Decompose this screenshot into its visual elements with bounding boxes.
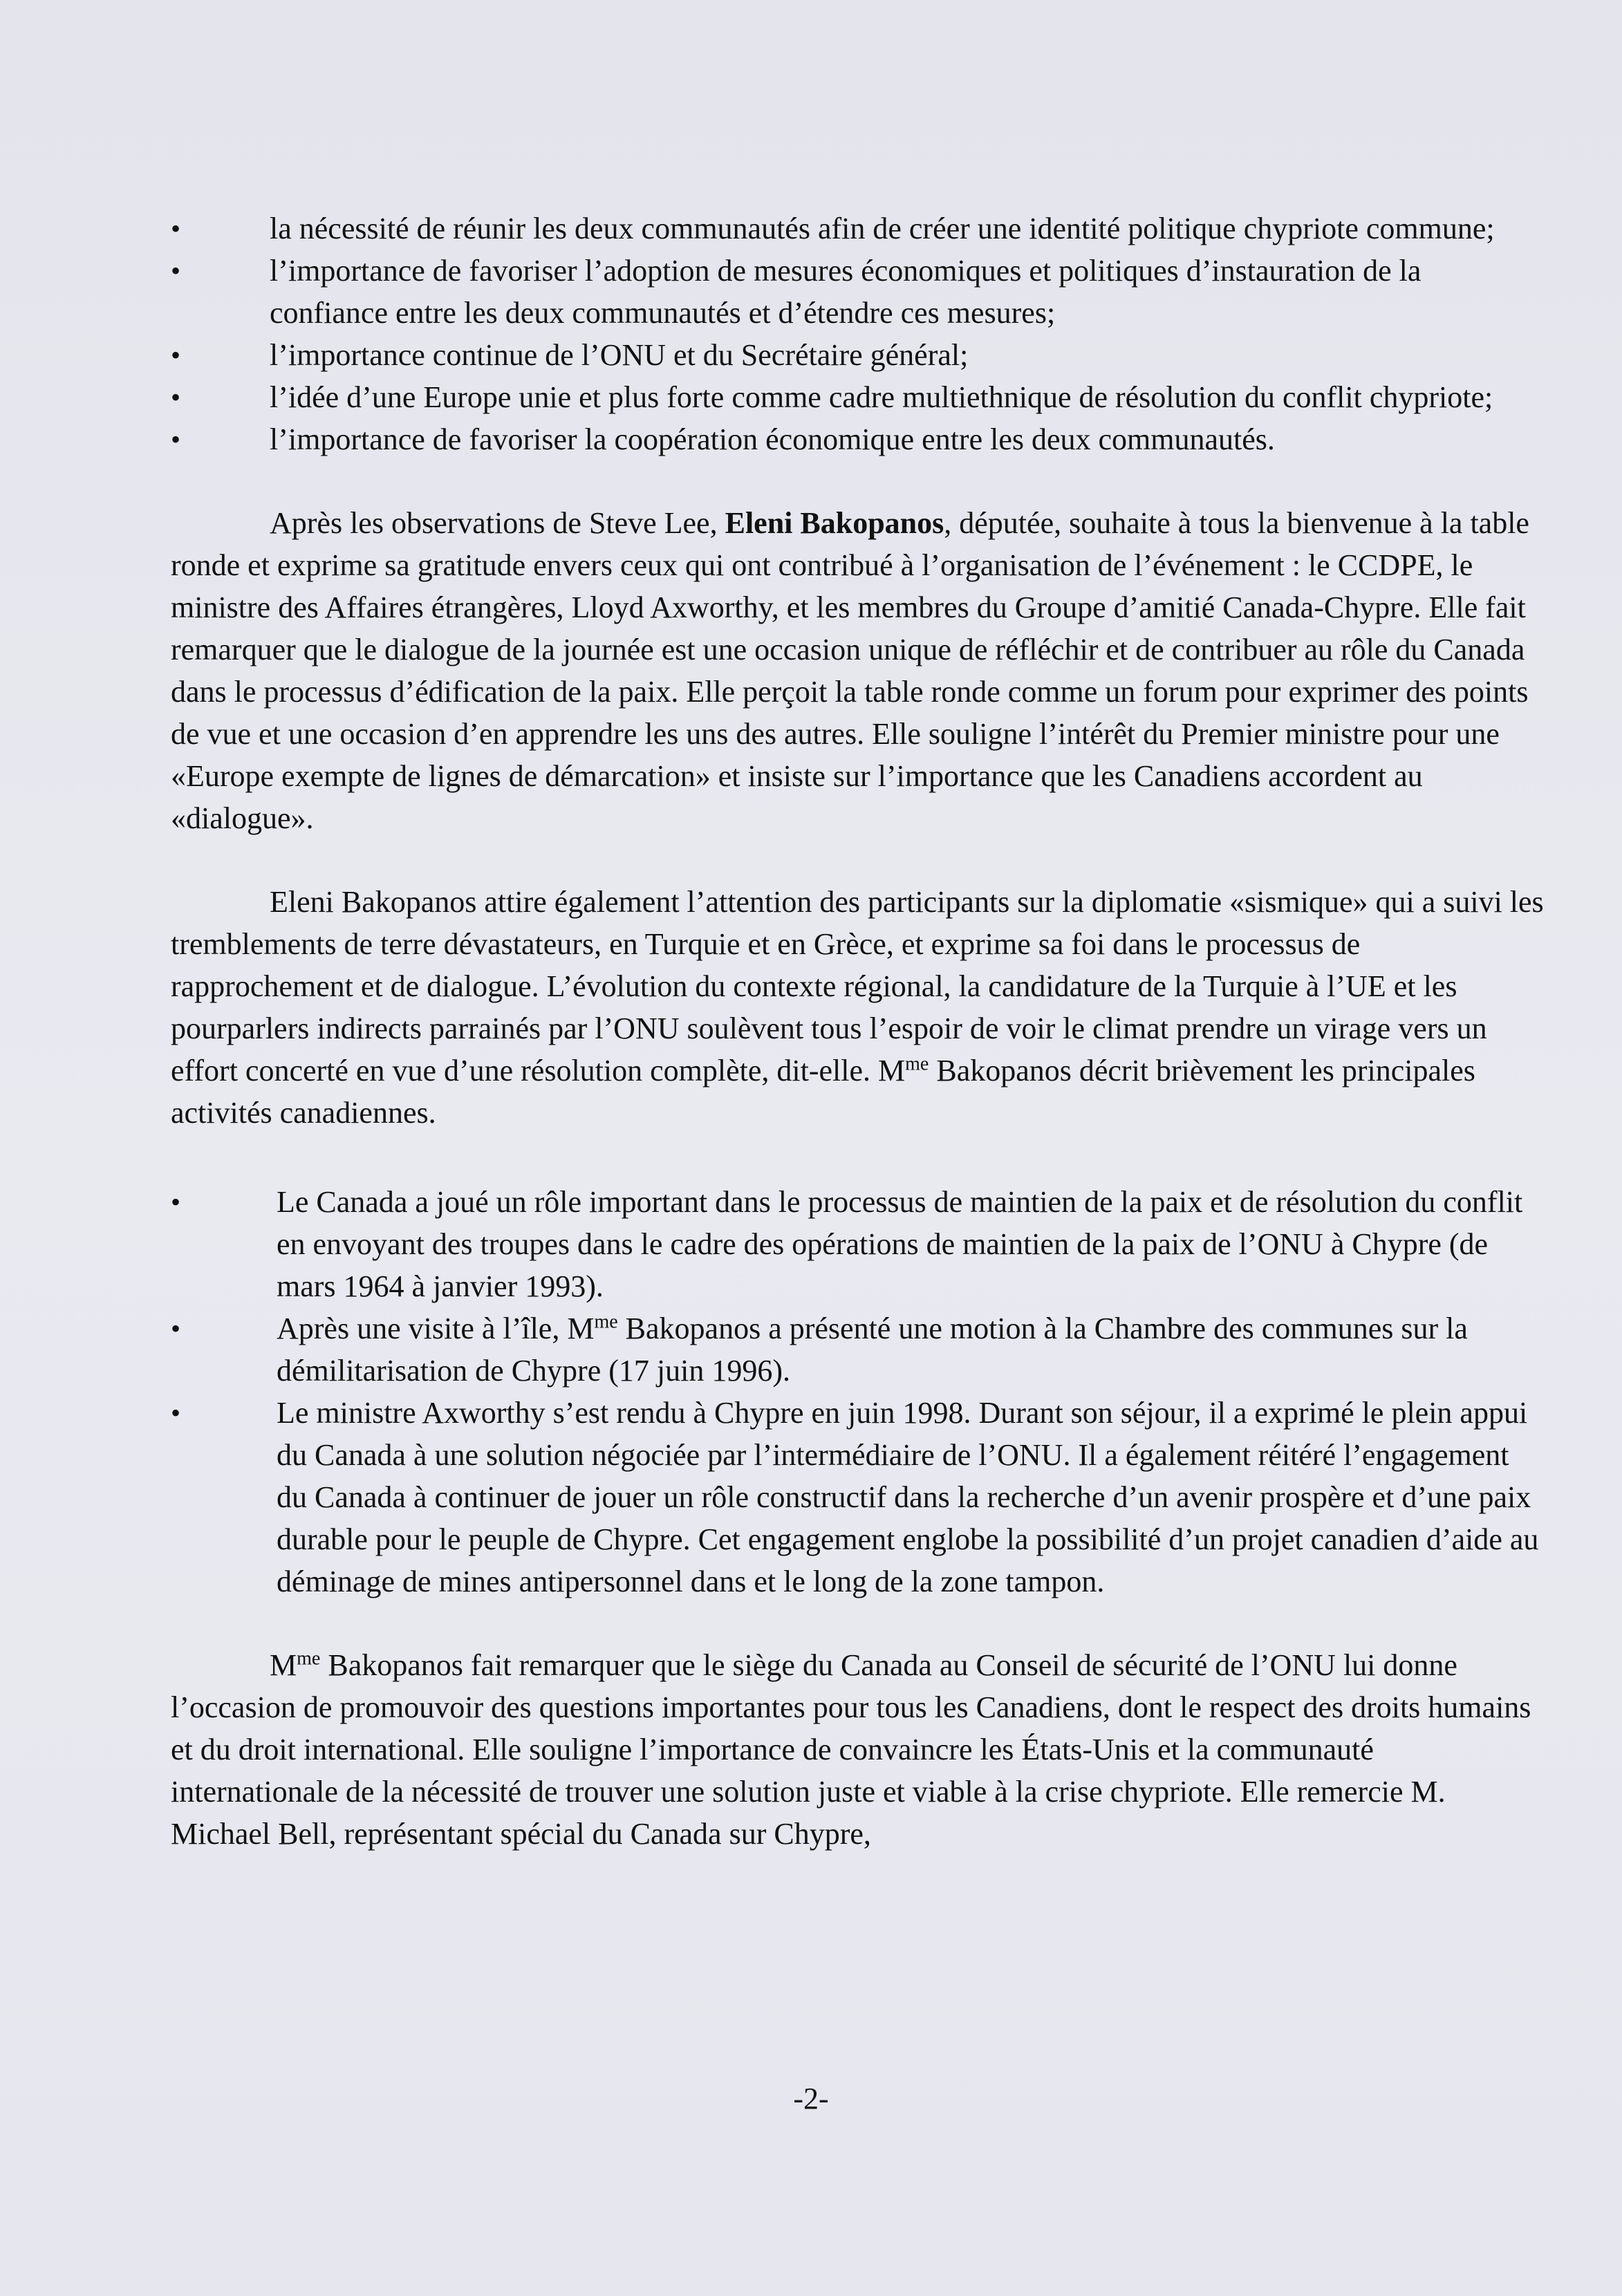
list-item-text: l’importance de favoriser la coopération économique entre les deux communautés. [270,422,1275,456]
bullet-icon: • [171,1397,181,1428]
list-item [171,207,1547,250]
list-item [171,250,1547,334]
bullet-icon: • [171,1313,181,1344]
list-item-text: Le ministre Axworthy s’est rendu à Chypre en juin 1998. Durant son séjour, il a exprimé le plein appui du Canada à une solution négociée par l’intermédiaire de l’ONU. Il a également réitéré l’engagement du Canada à continuer de jouer un rôle constructif dans la recherche d’un avenir prospère et d’une paix durable pour le peuple de Chypre. Cet engagement englobe la possibilité d’un projet canadien d’aide au déminage de mines antipersonnel dans et le long de la zone tampon. [277,1396,1539,1598]
paragraph-seismic-diplomacy [171,881,1547,1134]
paragraph-security-council [171,1644,1547,1855]
list-item-text: Après une visite à l’île, M [277,1312,595,1345]
list-item [171,376,1547,418]
bullet-icon: • [171,382,181,413]
speaker-name: Eleni Bakopanos [725,506,944,540]
bullet-list-canadian-activities [171,1181,1547,1603]
bullet-icon: • [171,1186,181,1217]
paragraph-text: Bakopanos fait remarquer que le siège du Canada au Conseil de sécurité de l’ONU lui donne l’occasion de promouvoir des questions importantes pour tous les Canadiens, dont le respect des droits humains et du droit international. Elle souligne l’importance de convaincre les États-Unis et la communauté internationale de la nécessité de trouver une solution juste et viable à la crise chypriote. Elle remercie M. Michael Bell, représentant spécial du Canada sur Chypre, [171,1648,1531,1851]
list-item-text: l’idée d’une Europe unie et plus forte comme cadre multiethnique de résolution du conflit chypriote; [270,380,1493,414]
paragraph-text: Bakopanos décrit brièvement les principales activités canadiennes. [171,1054,1475,1130]
paragraph-text: M [270,1648,297,1682]
list-item [171,334,1547,376]
spacer [171,839,1547,881]
superscript: me [594,1311,618,1333]
superscript: me [905,1053,929,1075]
paragraph-opening-remarks [171,502,1547,839]
superscript: me [297,1648,321,1670]
bullet-icon: • [171,424,181,455]
page-body [171,207,1547,1855]
list-item [171,1392,1547,1603]
bullet-icon: • [171,255,181,286]
list-item [171,1307,1547,1392]
list-item-text: Le Canada a joué un rôle important dans le processus de maintien de la paix et de résolution du conflit en envoyant des troupes dans le cadre des opérations de maintien de la paix de l’ONU à Chypre (de mars 1964 à janvier 1993). [277,1185,1523,1303]
page-number: -2- [793,2082,829,2116]
list-item [171,1181,1547,1307]
bullet-list-top [171,207,1547,460]
bullet-icon: • [171,339,181,371]
list-item-text: l’importance continue de l’ONU et du Secrétaire général; [270,338,969,372]
list-item-text: Bakopanos a présenté une motion à la Chambre des communes sur la démilitarisation de Chypre (17 juin 1996). [277,1312,1468,1388]
bullet-icon: • [171,213,181,244]
paragraph-text: , députée, souhaite à tous la bienvenue à la table ronde et exprime sa gratitude envers ceux qui ont contribué à l’organisation de l’événement : le CCDPE, le ministre des Affaires étrangères, Lloyd Axworthy, et les membres du Groupe d’amitié Canada-Chypre. Elle fait remarquer que le dialogue de la journée est une occasion unique de réfléchir et de contribuer au rôle du Canada dans le processus d’édification de la paix. Elle perçoit la table ronde comme un forum pour exprimer des points de vue et une occasion d’en apprendre les uns des autres. Elle souligne l’intérêt du Premier ministre pour une «Europe exempte de lignes de démarcation» et insiste sur l’importance que les Canadiens accordent au «dialogue». [171,506,1529,835]
spacer [171,460,1547,502]
paragraph-text: Après les observations de Steve Lee, [270,506,725,540]
list-item-text: l’importance de favoriser l’adoption de mesures économiques et politiques d’instauration de la confiance entre les deux communautés et d’étendre ces mesures; [270,254,1421,330]
list-item [171,418,1547,460]
paragraph-text: Eleni Bakopanos attire également l’attention des participants sur la diplomatie «sismique» qui a suivi les tremblements de terre dévastateurs, en Turquie et en Grèce, et exprime sa foi dans le processus de rapprochement et de dialogue. L’évolution du contexte régional, la candidature de la Turquie à l’UE et les pourparlers indirects parrainés par l’ONU soulèvent tous l’espoir de voir le climat prendre un virage vers un effort concerté en vue d’une résolution complète, dit-elle. M [171,885,1544,1088]
spacer [171,1603,1547,1644]
spacer [171,1134,1547,1181]
list-item-text: la nécessité de réunir les deux communautés afin de créer une identité politique chypriote commune; [270,212,1495,245]
